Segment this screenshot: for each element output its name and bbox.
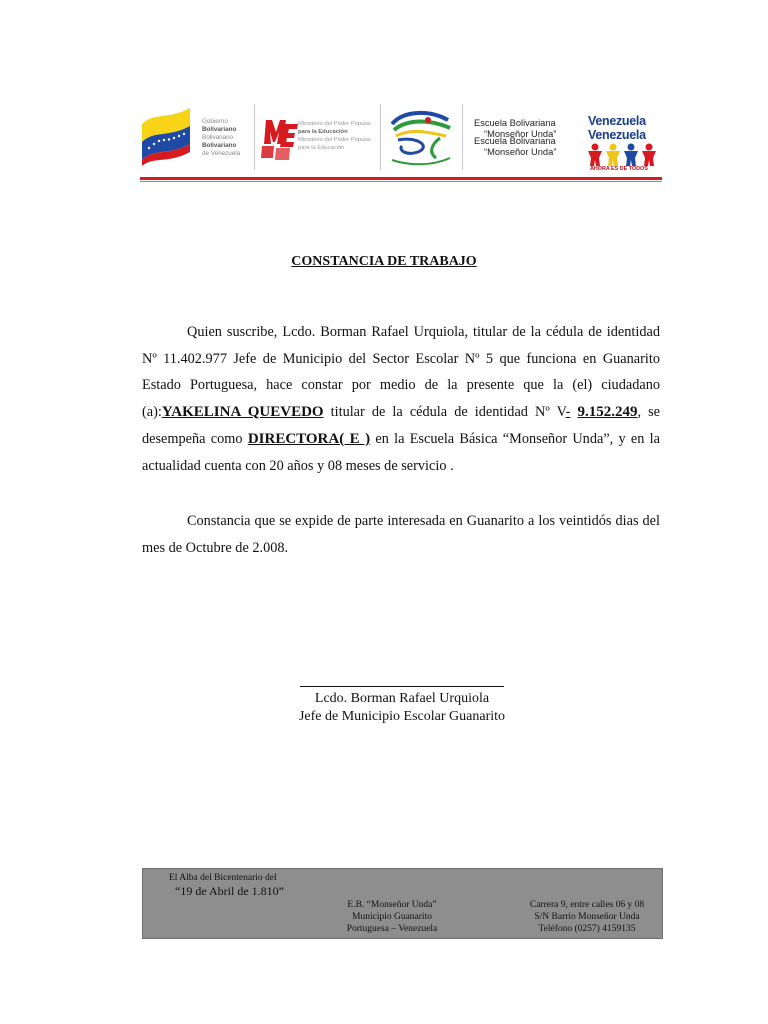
employee-id: 9.152.249 [577, 404, 638, 421]
footer-bicentenario: El Alba del Bicentenario del [169, 873, 277, 883]
gov-line: Bolivariano [202, 126, 237, 133]
document-title: CONSTANCIA DE TRABAJO [291, 254, 477, 269]
venezuela-word: Venezuela [588, 128, 646, 142]
venezuela-word: Venezuela [588, 114, 646, 128]
footer-line: Teléfono (0257) 4159135 [538, 924, 636, 934]
footer-line: Portuguesa – Venezuela [346, 924, 438, 934]
children-figures-icon [586, 142, 660, 166]
government-label [202, 118, 240, 158]
signature-line [300, 686, 504, 687]
gov-line: Bolivariano [202, 134, 234, 141]
employee-position: DIRECTORA( E ) [247, 430, 371, 447]
venezuela-flag-icon [140, 104, 192, 166]
letterhead [140, 100, 662, 180]
school-name: Escuela Bolivariana [474, 118, 556, 128]
venezuela-slogan: AHORA ES DE TODOS [590, 166, 648, 172]
ministry-label [298, 120, 371, 152]
gov-line: Gobierno [202, 118, 228, 125]
gov-line: de Venezuela [202, 150, 241, 157]
certificate-paragraph [142, 319, 660, 479]
signatory-role: Jefe de Municipio Escolar Guanarito [298, 709, 506, 724]
ministry-line: para la Educación [298, 145, 345, 151]
school-subname: “Monseñor Unda” [484, 129, 557, 139]
divider [254, 104, 255, 170]
footer-school-info [339, 899, 445, 935]
footer-line: S/N Barrio Monseñor Unda [534, 912, 640, 922]
ministry-line: Ministerio del Poder Popular [298, 121, 371, 127]
signatory-name: Lcdo. Borman Rafael Urquiola [314, 691, 490, 706]
footer-date: “19 de Abril de 1.810” [175, 884, 284, 898]
footer-box [142, 868, 663, 939]
school-name-label [470, 118, 580, 162]
footer-line: Municipio Guanarito [352, 912, 432, 922]
text-segment: en la Escuela Básica “Monseñor Unda”, y en la actualidad cuenta con 20 años y 08 meses de servicio . [142, 430, 660, 474]
employee-name: YAKELINA QUEVEDO [161, 404, 324, 421]
header-rule [140, 181, 662, 182]
venezuela-logo [586, 108, 660, 174]
footer-line: E.B. “Monseñor Unda” [347, 900, 437, 910]
ministry-line: para la Educación [298, 129, 348, 135]
issue-paragraph [142, 508, 660, 561]
school-emblem-icon [388, 106, 454, 166]
school-name: Escuela Bolivariana [474, 136, 556, 146]
text-segment: , se desempeña como [142, 404, 661, 447]
text-segment: - [565, 404, 571, 421]
text-segment: titular de la cédula de identidad Nº V [323, 404, 566, 421]
text-segment: Constancia que se expide de parte interesada en Guanarito a los veintidós dias del mes de Octubre de 2.008. [142, 513, 660, 556]
divider [462, 104, 463, 170]
ministry-line: Ministerio del Poder Popular [298, 137, 371, 143]
text-segment: Quien suscribe, Lcdo. Borman Rafael Urquiola, titular de la cédula de identidad Nº 11.402.977 Jefe de Municipio del Sector Escolar Nº 5 que funciona en Guanarito Estado Portuguesa, hace constar por medio de la presente que la (el) ciudadano (a): [142, 324, 660, 421]
school-subname: “Monseñor Unda” [484, 147, 557, 157]
divider [380, 104, 381, 170]
ministry-education-logo-icon [260, 114, 300, 164]
gov-line: Bolivariano [202, 142, 237, 149]
header-rule [140, 177, 662, 180]
footer-address-info [523, 899, 651, 935]
footer-line: Carrera 9, entre calles 06 y 08 [529, 900, 645, 910]
